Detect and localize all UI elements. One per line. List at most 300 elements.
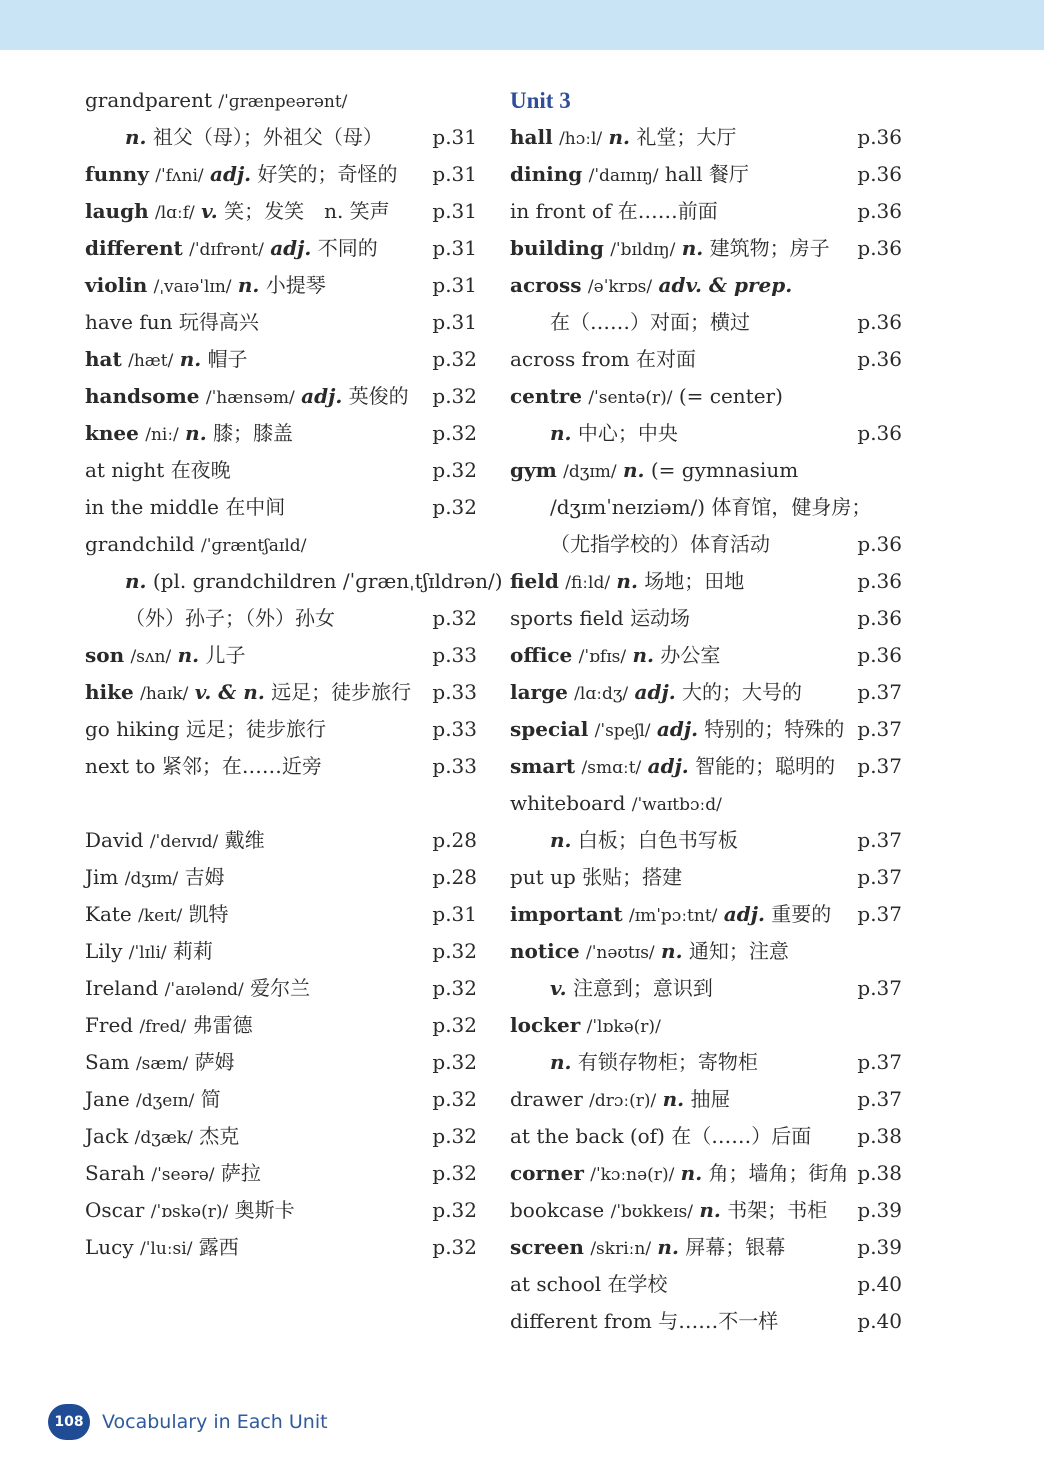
- vocab-entry: [85, 970, 477, 1007]
- page-ref: p.36: [857, 310, 902, 334]
- headword: grandparent: [85, 88, 213, 112]
- page-ref: p.31: [432, 199, 477, 223]
- part-of-speech: n.: [125, 569, 147, 593]
- vocab-entry: [85, 1155, 477, 1192]
- phonetic: /ˈnəʊtɪs/: [585, 943, 655, 963]
- page-ref: p.31: [432, 902, 477, 926]
- vocab-entry: [510, 563, 902, 600]
- meaning: 凯特: [188, 902, 229, 926]
- meaning: 好笑的；奇怪的: [257, 162, 398, 186]
- vocab-entry: [85, 1044, 477, 1081]
- page-ref: p.32: [432, 1161, 477, 1185]
- part-of-speech: n.: [623, 458, 645, 482]
- vocab-entry: [510, 119, 902, 156]
- meaning: 在夜晚: [170, 458, 231, 482]
- meaning: 远足；徒步旅行: [271, 680, 412, 704]
- page-ref: p.31: [432, 310, 477, 334]
- meaning: 萨拉: [220, 1161, 261, 1185]
- vocab-entry: [510, 230, 902, 267]
- vocab-entry: [85, 267, 477, 304]
- headword: field: [510, 569, 559, 593]
- vocab-entry: [510, 859, 902, 896]
- headword: hall: [510, 125, 553, 149]
- page-ref: p.39: [857, 1198, 902, 1222]
- phonetic: /sʌn/: [130, 647, 172, 667]
- phonetic: /ˈdeɪvɪd/: [149, 832, 219, 852]
- headword: funny: [85, 162, 149, 186]
- meaning: 小提琴: [265, 273, 326, 297]
- meaning: 在（……）对面；横过: [550, 310, 750, 334]
- vocab-entry: [85, 341, 477, 378]
- page-ref: p.37: [857, 680, 902, 704]
- headword: Ireland: [85, 976, 159, 1000]
- headword: at school: [510, 1272, 602, 1296]
- meaning: 紧邻；在……近旁: [161, 754, 322, 778]
- phonetic: /ˈlɒkə(r)/: [586, 1017, 661, 1037]
- meaning: 杰克: [199, 1124, 240, 1148]
- headword: Lucy: [85, 1235, 134, 1259]
- vocab-entry: [85, 711, 477, 748]
- vocab-entry: [510, 378, 902, 415]
- part-of-speech: adj.: [723, 902, 765, 926]
- vocab-continuation: [510, 415, 902, 452]
- vocab-entry: [510, 785, 902, 822]
- headword: at the back (of): [510, 1124, 665, 1148]
- vocab-continuation: [85, 600, 477, 637]
- page-ref: p.37: [857, 828, 902, 852]
- vocab-entry: [85, 637, 477, 674]
- page-ref: p.31: [432, 125, 477, 149]
- part-of-speech: n.: [657, 1235, 679, 1259]
- headword: handsome: [85, 384, 200, 408]
- vocab-entry: [85, 193, 477, 230]
- phonetic: /ˈluːsi/: [140, 1239, 193, 1259]
- part-of-speech: n.: [550, 421, 572, 445]
- phonetic: /haɪk/: [140, 684, 189, 704]
- page-ref: p.36: [857, 347, 902, 371]
- meaning: 通知；注意: [688, 939, 789, 963]
- headword: corner: [510, 1161, 584, 1185]
- part-of-speech: v. & n.: [194, 680, 265, 704]
- meaning: 抽屉: [690, 1087, 731, 1111]
- meaning: 戴维: [224, 828, 265, 852]
- page-ref: p.32: [432, 347, 477, 371]
- page-ref: p.39: [857, 1235, 902, 1259]
- page-ref: p.32: [432, 384, 477, 408]
- phonetic: /ˈfʌni/: [155, 166, 204, 186]
- vocab-entry: [85, 896, 477, 933]
- page-ref: p.32: [432, 1013, 477, 1037]
- headword: laugh: [85, 199, 149, 223]
- page-ref: p.32: [432, 1124, 477, 1148]
- phonetic: /keɪt/: [138, 906, 183, 926]
- vocab-entry: [85, 1081, 477, 1118]
- vocab-entry: [510, 1229, 902, 1266]
- page-ref: p.40: [857, 1309, 902, 1333]
- vocab-continuation: [510, 489, 902, 526]
- part-of-speech: n.: [125, 125, 147, 149]
- phonetic: /ˈwaɪtbɔːd/: [631, 795, 722, 815]
- vocab-entry: [85, 859, 477, 896]
- vocab-continuation: [85, 119, 477, 156]
- meaning: 注意到；意识到: [572, 976, 713, 1000]
- vocab-entry: [85, 1192, 477, 1229]
- headword: grandchild: [85, 532, 195, 556]
- part-of-speech: v.: [201, 199, 218, 223]
- page-ref: p.31: [432, 273, 477, 297]
- headword: David: [85, 828, 144, 852]
- page-ref: p.33: [432, 717, 477, 741]
- page-ref: p.37: [857, 754, 902, 778]
- part-of-speech: n.: [177, 643, 200, 667]
- page-ref: p.32: [432, 1235, 477, 1259]
- vocab-entry: [85, 1118, 477, 1155]
- headword: across from: [510, 347, 630, 371]
- vocab-entry: [510, 341, 902, 378]
- meaning: 运动场: [630, 606, 691, 630]
- section-gap: [85, 785, 477, 822]
- phonetic: /ˈsentə(r)/: [588, 388, 673, 408]
- headword: sports field: [510, 606, 624, 630]
- page-ref: p.38: [857, 1124, 902, 1148]
- part-of-speech: n.: [662, 1087, 685, 1111]
- vocab-continuation: [510, 526, 902, 563]
- headword: gym: [510, 458, 557, 482]
- meaning: 儿子: [205, 643, 246, 667]
- page-ref: p.36: [857, 125, 902, 149]
- headword: different from: [510, 1309, 652, 1333]
- headword: Fred: [85, 1013, 134, 1037]
- meaning: 萨姆: [194, 1050, 235, 1074]
- page-ref: p.37: [857, 1050, 902, 1074]
- phonetic: /skriːn/: [590, 1239, 652, 1259]
- vocab-entry: [510, 748, 902, 785]
- part-of-speech: adj.: [210, 162, 252, 186]
- part-of-speech: adj.: [634, 680, 676, 704]
- headword: put up: [510, 865, 576, 889]
- headword: special: [510, 717, 589, 741]
- headword: in the middle: [85, 495, 219, 519]
- part-of-speech: adj.: [647, 754, 689, 778]
- headword: hike: [85, 680, 134, 704]
- vocab-continuation: [510, 1044, 902, 1081]
- meaning: 远足；徒步旅行: [186, 717, 327, 741]
- top-band: [0, 0, 1044, 50]
- phonetic: /lɑːdʒ/: [574, 684, 629, 704]
- vocab-entry: [510, 896, 902, 933]
- meaning: 在学校: [607, 1272, 668, 1296]
- meaning: 在……前面: [617, 199, 718, 223]
- vocab-entry: [510, 1155, 902, 1192]
- page-ref: p.33: [432, 754, 477, 778]
- vocab-entry: [85, 674, 477, 711]
- meaning: 在中间: [225, 495, 286, 519]
- vocab-entry: [85, 1007, 477, 1044]
- page-ref: p.28: [432, 865, 477, 889]
- vocab-entry: [85, 452, 477, 489]
- meaning: 屏幕；银幕: [685, 1235, 786, 1259]
- vocab-entry: [85, 304, 477, 341]
- meaning: 特别的；特殊的: [704, 717, 845, 741]
- page-ref: p.36: [857, 643, 902, 667]
- headword: Oscar: [85, 1198, 145, 1222]
- meaning: 在对面: [635, 347, 696, 371]
- part-of-speech: n.: [185, 421, 207, 445]
- meaning: hall 餐厅: [664, 162, 749, 186]
- vocab-entry: [510, 1192, 902, 1229]
- phonetic: /ˈɒskə(r)/: [150, 1202, 229, 1222]
- headword: hat: [85, 347, 122, 371]
- vocab-entry: [85, 156, 477, 193]
- meaning: (pl. grandchildren /ˈɡrænˌtʃɪldrən/): [152, 569, 503, 593]
- vocab-entry: [510, 1118, 902, 1155]
- phonetic: /ˈɡræntʃaɪld/: [201, 536, 307, 556]
- headword: drawer: [510, 1087, 583, 1111]
- phonetic: /ˈbɪldɪŋ/: [610, 240, 676, 260]
- page-ref: p.36: [857, 532, 902, 556]
- meaning: 莉莉: [172, 939, 213, 963]
- page-ref: p.32: [432, 421, 477, 445]
- right-column: [510, 82, 902, 1340]
- phonetic: /ˌvaɪəˈlɪn/: [153, 277, 232, 297]
- headword: across: [510, 273, 582, 297]
- phonetic: /ˈlɪli/: [128, 943, 167, 963]
- page-ref: p.36: [857, 421, 902, 445]
- meaning: 露西: [198, 1235, 239, 1259]
- vocab-continuation: [510, 304, 902, 341]
- phonetic: /ˈaɪələnd/: [164, 980, 244, 1000]
- vocab-entry: [510, 156, 902, 193]
- phonetic: /dʒæk/: [134, 1128, 193, 1148]
- phonetic: /hɔːl/: [559, 129, 603, 149]
- meaning: 大的；大号的: [682, 680, 803, 704]
- headword: in front of: [510, 199, 612, 223]
- phonetic: /ˈseərə/: [151, 1165, 215, 1185]
- meaning: 玩得高兴: [178, 310, 259, 334]
- page-ref: p.31: [432, 162, 477, 186]
- page-ref: p.28: [432, 828, 477, 852]
- headword: office: [510, 643, 573, 667]
- page-ref: p.33: [432, 680, 477, 704]
- headword: knee: [85, 421, 139, 445]
- phonetic: /ɪmˈpɔːtnt/: [628, 906, 718, 926]
- phonetic: /ˈkɔːnə(r)/: [590, 1165, 675, 1185]
- vocab-entry: [510, 1266, 902, 1303]
- headword: next to: [85, 754, 156, 778]
- meaning: 智能的；聪明的: [695, 754, 836, 778]
- page-ref: p.36: [857, 236, 902, 260]
- meaning: 办公室: [660, 643, 721, 667]
- part-of-speech: n.: [550, 828, 572, 852]
- phonetic: /sæm/: [135, 1054, 189, 1074]
- part-of-speech: n.: [237, 273, 260, 297]
- phonetic: /dʒɪm/: [124, 869, 179, 889]
- headword: Jane: [85, 1087, 130, 1111]
- page-ref: p.36: [857, 162, 902, 186]
- meaning: 奥斯卡: [234, 1198, 295, 1222]
- meaning: 与……不一样: [658, 1309, 779, 1333]
- phonetic: /fiːld/: [565, 573, 611, 593]
- meaning: 角；墙角；街角: [708, 1161, 849, 1185]
- page-ref: p.38: [857, 1161, 902, 1185]
- phonetic: /ˈdaɪnɪŋ/: [588, 166, 659, 186]
- phonetic: /dʒɪm/: [563, 462, 617, 482]
- unit-title: Unit 3: [510, 88, 571, 113]
- phonetic: /smɑːt/: [581, 758, 642, 778]
- phonetic: /ˈɡrænpeərənt/: [218, 92, 348, 112]
- vocab-entry: [85, 230, 477, 267]
- part-of-speech: n.: [616, 569, 638, 593]
- unit-heading: [510, 82, 902, 119]
- vocab-entry: [510, 1007, 902, 1044]
- meaning: 膝；膝盖: [213, 421, 294, 445]
- meaning: 场地；田地: [644, 569, 745, 593]
- vocab-entry: [85, 489, 477, 526]
- vocab-continuation: [85, 563, 503, 600]
- headword: bookcase: [510, 1198, 605, 1222]
- page-ref: p.32: [432, 939, 477, 963]
- headword: Sarah: [85, 1161, 145, 1185]
- vocab-entry: [510, 267, 902, 304]
- meaning: 中心；中央: [577, 421, 678, 445]
- headword: Kate: [85, 902, 132, 926]
- headword: Lily: [85, 939, 123, 963]
- page-ref: p.36: [857, 569, 902, 593]
- vocab-entry: [510, 674, 902, 711]
- vocab-entry: [510, 711, 902, 748]
- meaning: 书架；书柜: [727, 1198, 828, 1222]
- meaning: 礼堂；大厅: [636, 125, 737, 149]
- headword: smart: [510, 754, 576, 778]
- page-ref: p.37: [857, 1087, 902, 1111]
- headword: different: [85, 236, 183, 260]
- headword: notice: [510, 939, 580, 963]
- page-ref: p.32: [432, 1198, 477, 1222]
- meaning: 祖父（母）；外祖父（母）: [152, 125, 383, 149]
- headword: centre: [510, 384, 582, 408]
- vocab-entry: [510, 1081, 902, 1118]
- phonetic: /niː/: [145, 425, 179, 445]
- part-of-speech: n.: [632, 643, 654, 667]
- headword: whiteboard: [510, 791, 626, 815]
- meaning: 爱尔兰: [250, 976, 311, 1000]
- vocab-entry: [85, 748, 477, 785]
- phonetic: /drɔː(r)/: [589, 1091, 657, 1111]
- part-of-speech: v.: [550, 976, 567, 1000]
- meaning: /dʒɪmˈneɪziəm/) 体育馆，健身房；: [550, 495, 872, 519]
- meaning: 有锁存物柜；寄物柜: [577, 1050, 758, 1074]
- headword: important: [510, 902, 623, 926]
- phonetic: /fred/: [139, 1017, 187, 1037]
- phonetic: /ˈdɪfrənt/: [189, 240, 264, 260]
- meaning: 弗雷德: [192, 1013, 253, 1037]
- headword: Jim: [85, 865, 119, 889]
- vocab-entry: [85, 933, 477, 970]
- page-ref: p.36: [857, 606, 902, 630]
- page-number-badge: 108: [48, 1404, 90, 1440]
- headword: Jack: [85, 1124, 129, 1148]
- part-of-speech: n.: [681, 236, 704, 260]
- page-ref: p.37: [857, 976, 902, 1000]
- phonetic: /lɑːf/: [154, 203, 195, 223]
- part-of-speech: adj.: [656, 717, 699, 741]
- meaning: 张贴；搭建: [582, 865, 683, 889]
- page-ref: p.37: [857, 717, 902, 741]
- part-of-speech: n.: [699, 1198, 721, 1222]
- part-of-speech: n.: [608, 125, 631, 149]
- headword: go hiking: [85, 717, 180, 741]
- page-ref: p.32: [432, 1087, 477, 1111]
- meaning: 建筑物；房子: [709, 236, 830, 260]
- phonetic: /əˈkrɒs/: [587, 277, 653, 297]
- page-ref: p.40: [857, 1272, 902, 1296]
- meaning: 重要的: [771, 902, 832, 926]
- phonetic: /ˈhænsəm/: [205, 388, 295, 408]
- meaning: 在（……）后面: [671, 1124, 812, 1148]
- part-of-speech: adv. & prep.: [658, 273, 793, 297]
- phonetic: /ˈspeʃl/: [594, 721, 651, 741]
- phonetic: /ˈbʊkkeɪs/: [610, 1202, 693, 1222]
- meaning: 吉姆: [184, 865, 225, 889]
- vocab-entry: [510, 933, 902, 970]
- headword: dining: [510, 162, 583, 186]
- headword: violin: [85, 273, 148, 297]
- page-ref: p.37: [857, 902, 902, 926]
- vocab-entry: [85, 378, 477, 415]
- meaning: 笑；发笑 n. 笑声: [224, 199, 390, 223]
- vocab-entry: [85, 415, 477, 452]
- page-ref: p.36: [857, 199, 902, 223]
- vocab-entry: [85, 82, 477, 119]
- meaning: (= gymnasium: [650, 458, 799, 482]
- part-of-speech: n.: [179, 347, 202, 371]
- left-column: [85, 82, 503, 1266]
- part-of-speech: adj.: [270, 236, 312, 260]
- meaning: 英俊的: [348, 384, 409, 408]
- meaning: 帽子: [207, 347, 248, 371]
- page-ref: p.32: [432, 1050, 477, 1074]
- vocab-entry: [510, 600, 902, 637]
- vocab-continuation: [510, 822, 902, 859]
- headword: at night: [85, 458, 165, 482]
- meaning: (= center): [678, 384, 783, 408]
- vocab-entry: [510, 452, 902, 489]
- part-of-speech: n.: [550, 1050, 572, 1074]
- page-ref: p.32: [432, 495, 477, 519]
- headword: son: [85, 643, 125, 667]
- page-ref: p.32: [432, 976, 477, 1000]
- headword: locker: [510, 1013, 581, 1037]
- part-of-speech: n.: [661, 939, 683, 963]
- meaning: 不同的: [317, 236, 378, 260]
- part-of-speech: n.: [680, 1161, 703, 1185]
- phonetic: /dʒeɪn/: [136, 1091, 195, 1111]
- part-of-speech: adj.: [301, 384, 343, 408]
- vocab-entry: [510, 1303, 902, 1340]
- meaning: （尤指学校的）体育活动: [550, 532, 770, 556]
- vocab-entry: [85, 822, 477, 859]
- meaning: 简: [200, 1087, 221, 1111]
- vocab-entry: [510, 193, 902, 230]
- headword: Sam: [85, 1050, 130, 1074]
- page-ref: p.33: [432, 643, 477, 667]
- vocab-entry: [85, 1229, 477, 1266]
- meaning: （外）孙子；（外）孙女: [125, 606, 335, 630]
- page-ref: p.37: [857, 865, 902, 889]
- page-ref: p.32: [432, 458, 477, 482]
- headword: screen: [510, 1235, 584, 1259]
- page-ref: p.32: [432, 606, 477, 630]
